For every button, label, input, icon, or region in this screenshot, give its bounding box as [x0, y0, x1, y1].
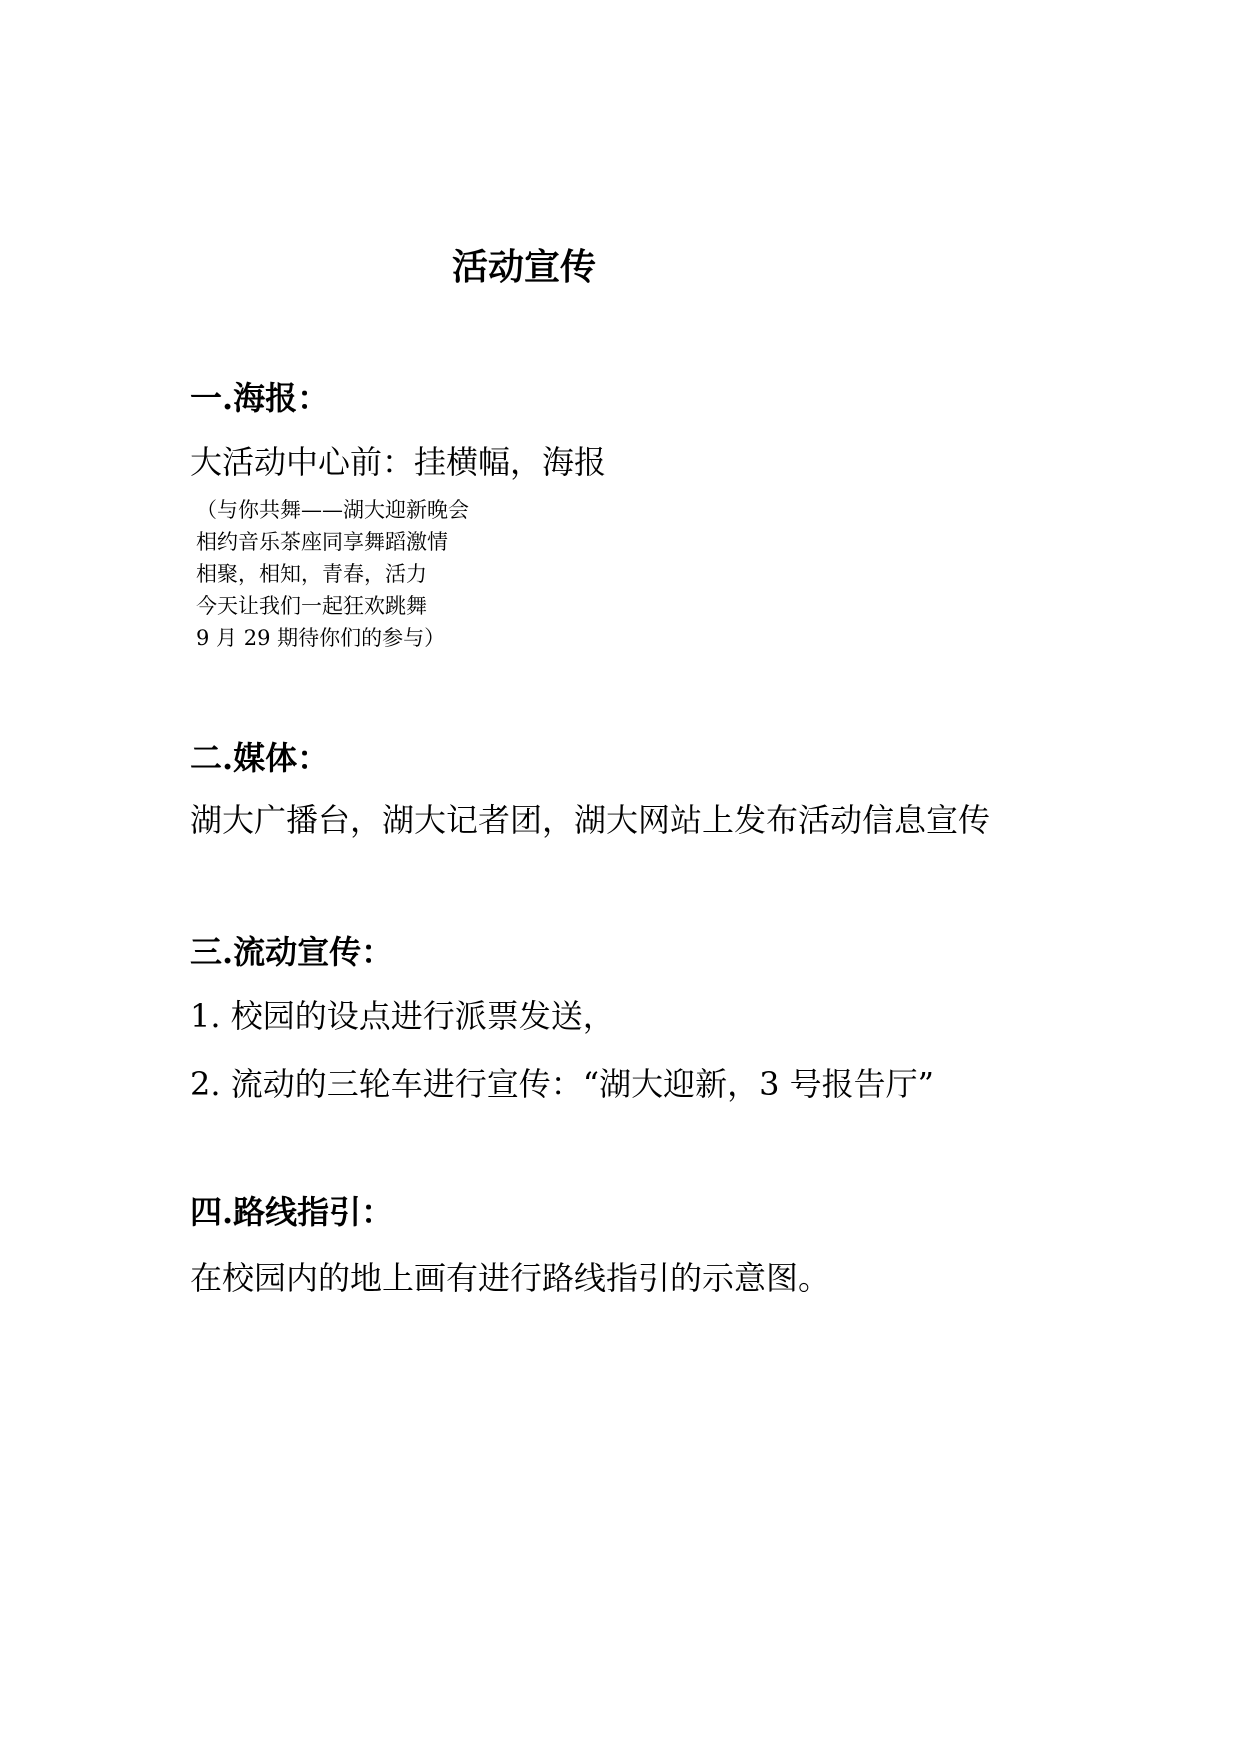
poster-text-line: （与你共舞——湖大迎新晚会 [196, 498, 469, 522]
poster-text-line: 相聚，相知，青春，活力 [196, 562, 427, 586]
route-guide-line: 在校园内的地上画有进行路线指引的示意图。 [190, 1259, 831, 1297]
poster-text-line: 今天让我们一起狂欢跳舞 [196, 594, 427, 618]
mobile-promotion-line: 1. 校园的设点进行派票发送， [190, 997, 615, 1035]
mobile-promotion-line: 2. 流动的三轮车进行宣传：“湖大迎新，3 号报告厅” [190, 1065, 934, 1103]
section-heading-route-guide: 四.路线指引： [190, 1193, 394, 1231]
poster-text-line: 9 月 29 期待你们的参与） [196, 626, 446, 650]
poster-location-line: 大活动中心前：挂横幅，海报 [190, 443, 607, 481]
media-line: 湖大广播台，湖大记者团，湖大网站上发布活动信息宣传 [190, 801, 991, 839]
poster-text-line: 相约音乐茶座同享舞蹈激情 [196, 530, 448, 554]
section-heading-media: 二.媒体： [190, 739, 330, 777]
section-heading-poster: 一.海报： [190, 379, 330, 417]
section-heading-mobile-promotion: 三.流动宣传： [190, 933, 394, 971]
document-title: 活动宣传 [452, 246, 597, 288]
